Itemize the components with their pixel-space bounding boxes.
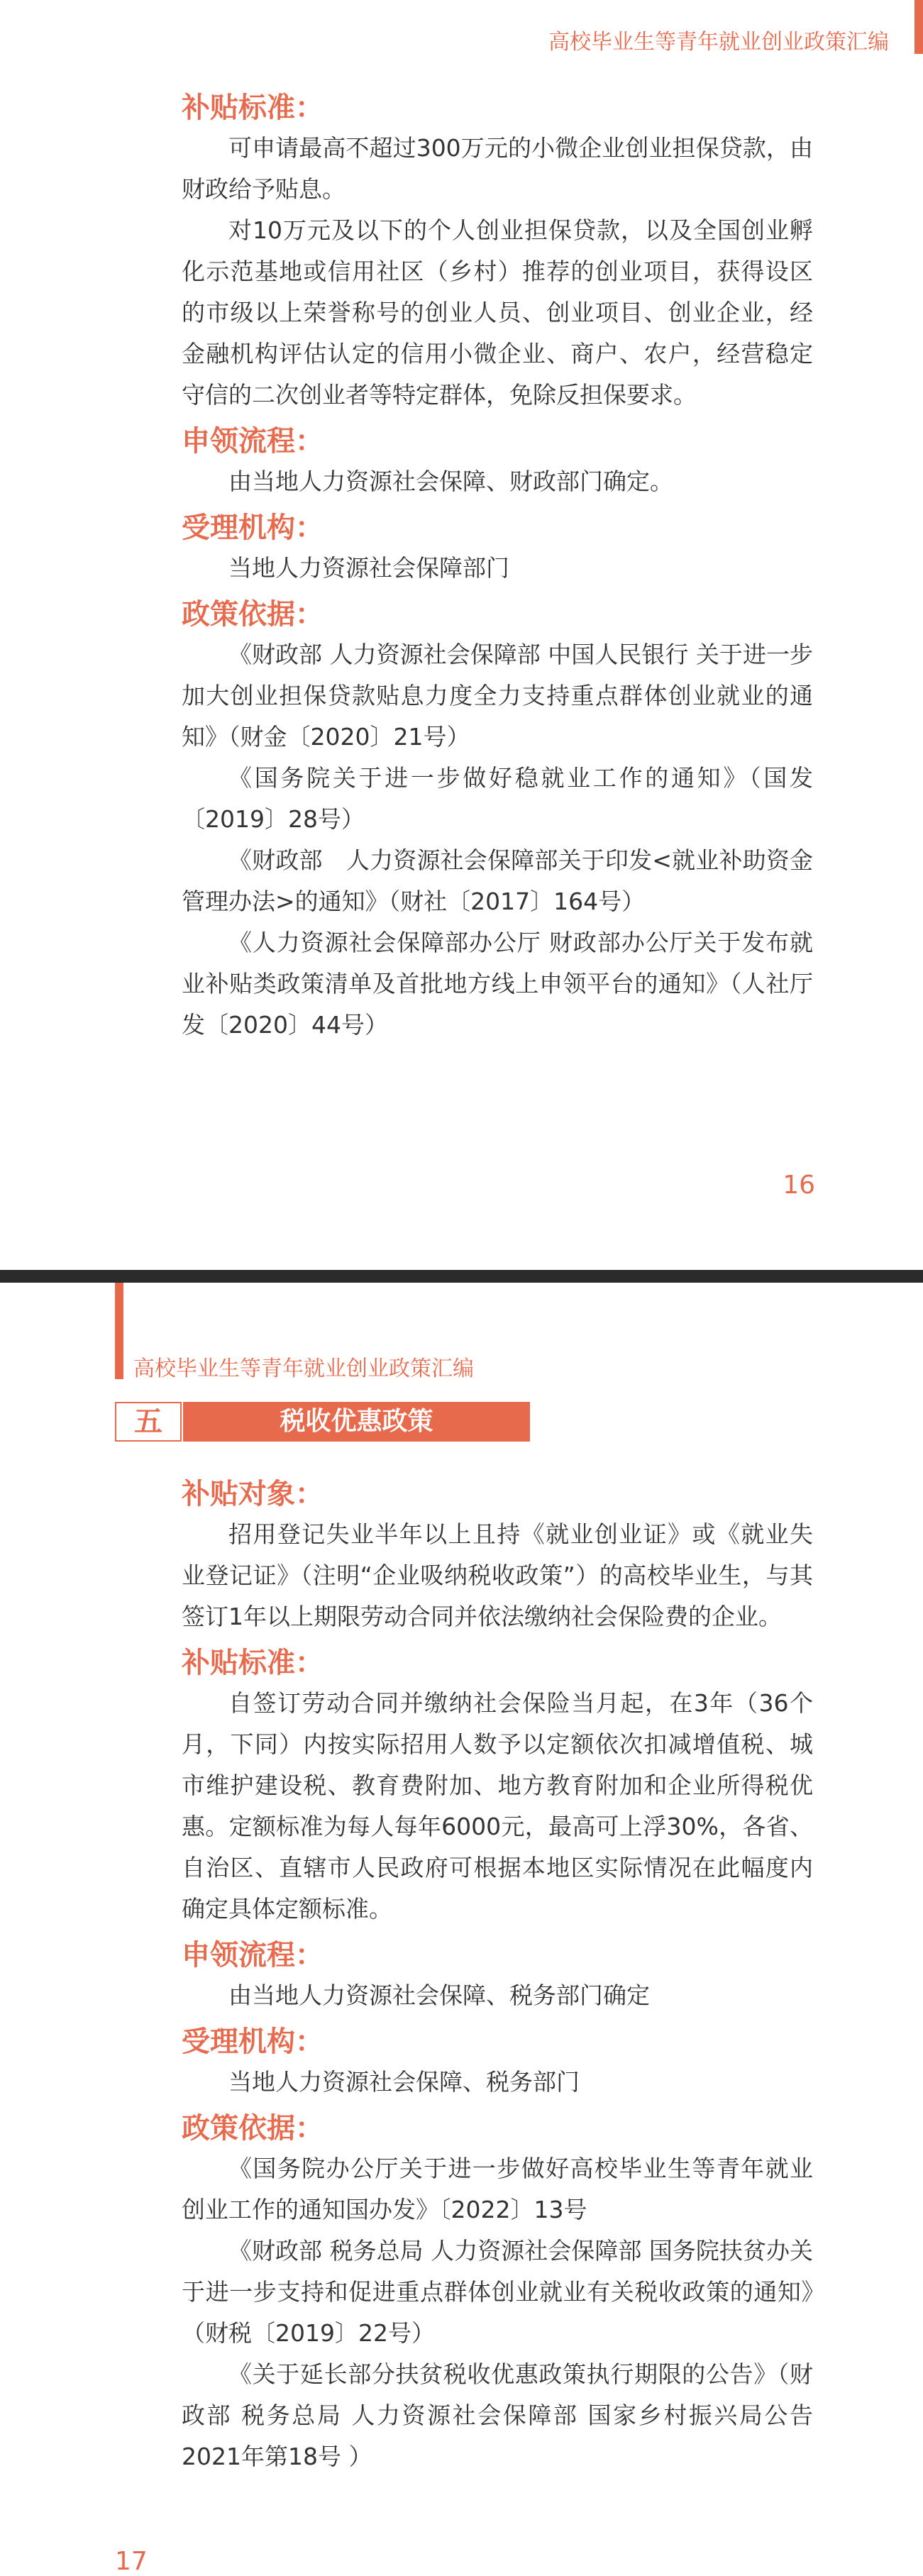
section-heading: 政策依据：	[182, 598, 324, 631]
paragraph: 《财政部 人力资源社会保障部关于印发<就业补助资金管理办法>的通知》（财社〔2017〕164号）	[182, 846, 813, 915]
section-heading: 政策依据：	[182, 2112, 324, 2145]
paragraph: 由当地人力资源社会保障、财政部门确定。	[228, 468, 673, 495]
paragraph: 可申请最高不超过300万元的小微企业创业担保贷款，由财政给予贴息。	[182, 134, 813, 203]
section-heading: 补贴对象：	[182, 1478, 324, 1510]
section-heading: 受理机构：	[182, 512, 324, 544]
paragraph: 《人力资源社会保障部办公厅 财政部办公厅关于发布就业补贴类政策清单及首批地方线上申领平台的通知》（人社厅发〔2020〕44号）	[182, 929, 813, 1039]
paragraph: 由当地人力资源社会保障、税务部门确定	[228, 1981, 650, 2009]
page-16-content	[182, 82, 813, 1046]
page-17-content	[182, 1469, 813, 2477]
block-subsidy-standard	[182, 1643, 813, 1930]
block-subsidy-target	[182, 1474, 813, 1637]
block-policy-basis	[182, 2108, 813, 2477]
section-heading: 受理机构：	[182, 2025, 324, 2058]
section-title-bar	[115, 1402, 530, 1442]
paragraph: 当地人力资源社会保障部门	[228, 554, 509, 582]
header-title: 高校毕业生等青年就业创业政策汇编	[548, 30, 889, 55]
block-subsidy-standard	[182, 88, 813, 416]
paragraph: 《关于延长部分扶贫税收优惠政策执行期限的公告》（财政部 税务总局 人力资源社会保障部 国家乡村振兴局公告2021年第18号 ）	[182, 2360, 813, 2470]
paragraph: 对10万元及以下的个人创业担保贷款，以及全国创业孵化示范基地或信用社区（乡村）推荐的创业项目，获得设区的市级以上荣誉称号的创业人员、创业项目、创业企业，经金融机构评估认定的信用小微企业、商户、农户，经营稳定守信的二次创业者等特定群体，免除反担保要求。	[182, 216, 813, 409]
page-header	[426, 0, 923, 54]
section-heading: 申领流程：	[182, 1939, 324, 1972]
section-heading: 补贴标准：	[182, 92, 324, 124]
paragraph: 《国务院办公厅关于进一步做好高校毕业生等青年就业创业工作的通知国办发》〔2022〕13号	[182, 2155, 813, 2223]
header-title: 高校毕业生等青年就业创业政策汇编	[133, 1356, 474, 1381]
header-accent-bar	[914, 0, 923, 54]
page-16	[0, 0, 923, 1270]
paragraph: 自签订劳动合同并缴纳社会保险当月起，在3年（36个月，下同）内按实际招用人数予以定额依次扣减增值税、城市维护建设税、教育费附加、地方教育附加和企业所得税优惠。定额标准为每人每年6000元，最高可上浮30%，各省、自治区、直辖市人民政府可根据本地区实际情况在此幅度内确定具体定额标准。	[182, 1689, 813, 1923]
section-heading: 申领流程：	[182, 425, 324, 458]
page-17	[0, 1283, 923, 2576]
paragraph: 《财政部 人力资源社会保障部 中国人民银行 关于进一步加大创业担保贷款贴息力度全力支持重点群体创业就业的通知》（财金〔2020〕21号）	[182, 641, 813, 751]
block-policy-basis	[182, 595, 813, 1046]
page-header	[0, 1283, 568, 1389]
section-heading: 补贴标准：	[182, 1647, 324, 1679]
page-number: 17	[115, 2547, 148, 2576]
block-application-process	[182, 1935, 813, 2016]
paragraph: 当地人力资源社会保障、税务部门	[228, 2068, 580, 2096]
block-handling-agency	[182, 508, 813, 589]
page-number: 16	[783, 1171, 815, 1200]
block-application-process	[182, 421, 813, 502]
paragraph: 招用登记失业半年以上且持《就业创业证》或《就业失业登记证》（注明“企业吸纳税收政策”）的高校毕业生，与其签订1年以上期限劳动合同并依法缴纳社会保险费的企业。	[182, 1520, 813, 1630]
paragraph: 《国务院关于进一步做好稳就业工作的通知》（国发〔2019〕28号）	[182, 764, 813, 833]
page-divider	[0, 1270, 923, 1283]
section-title: 税收优惠政策	[183, 1402, 530, 1442]
paragraph: 《财政部 税务总局 人力资源社会保障部 国务院扶贫办关于进一步支持和促进重点群体创业就业有关税收政策的通知》（财税〔2019〕22号）	[182, 2237, 813, 2347]
block-handling-agency	[182, 2022, 813, 2103]
header-accent-bar	[115, 1283, 123, 1379]
section-number: 五	[115, 1402, 182, 1442]
